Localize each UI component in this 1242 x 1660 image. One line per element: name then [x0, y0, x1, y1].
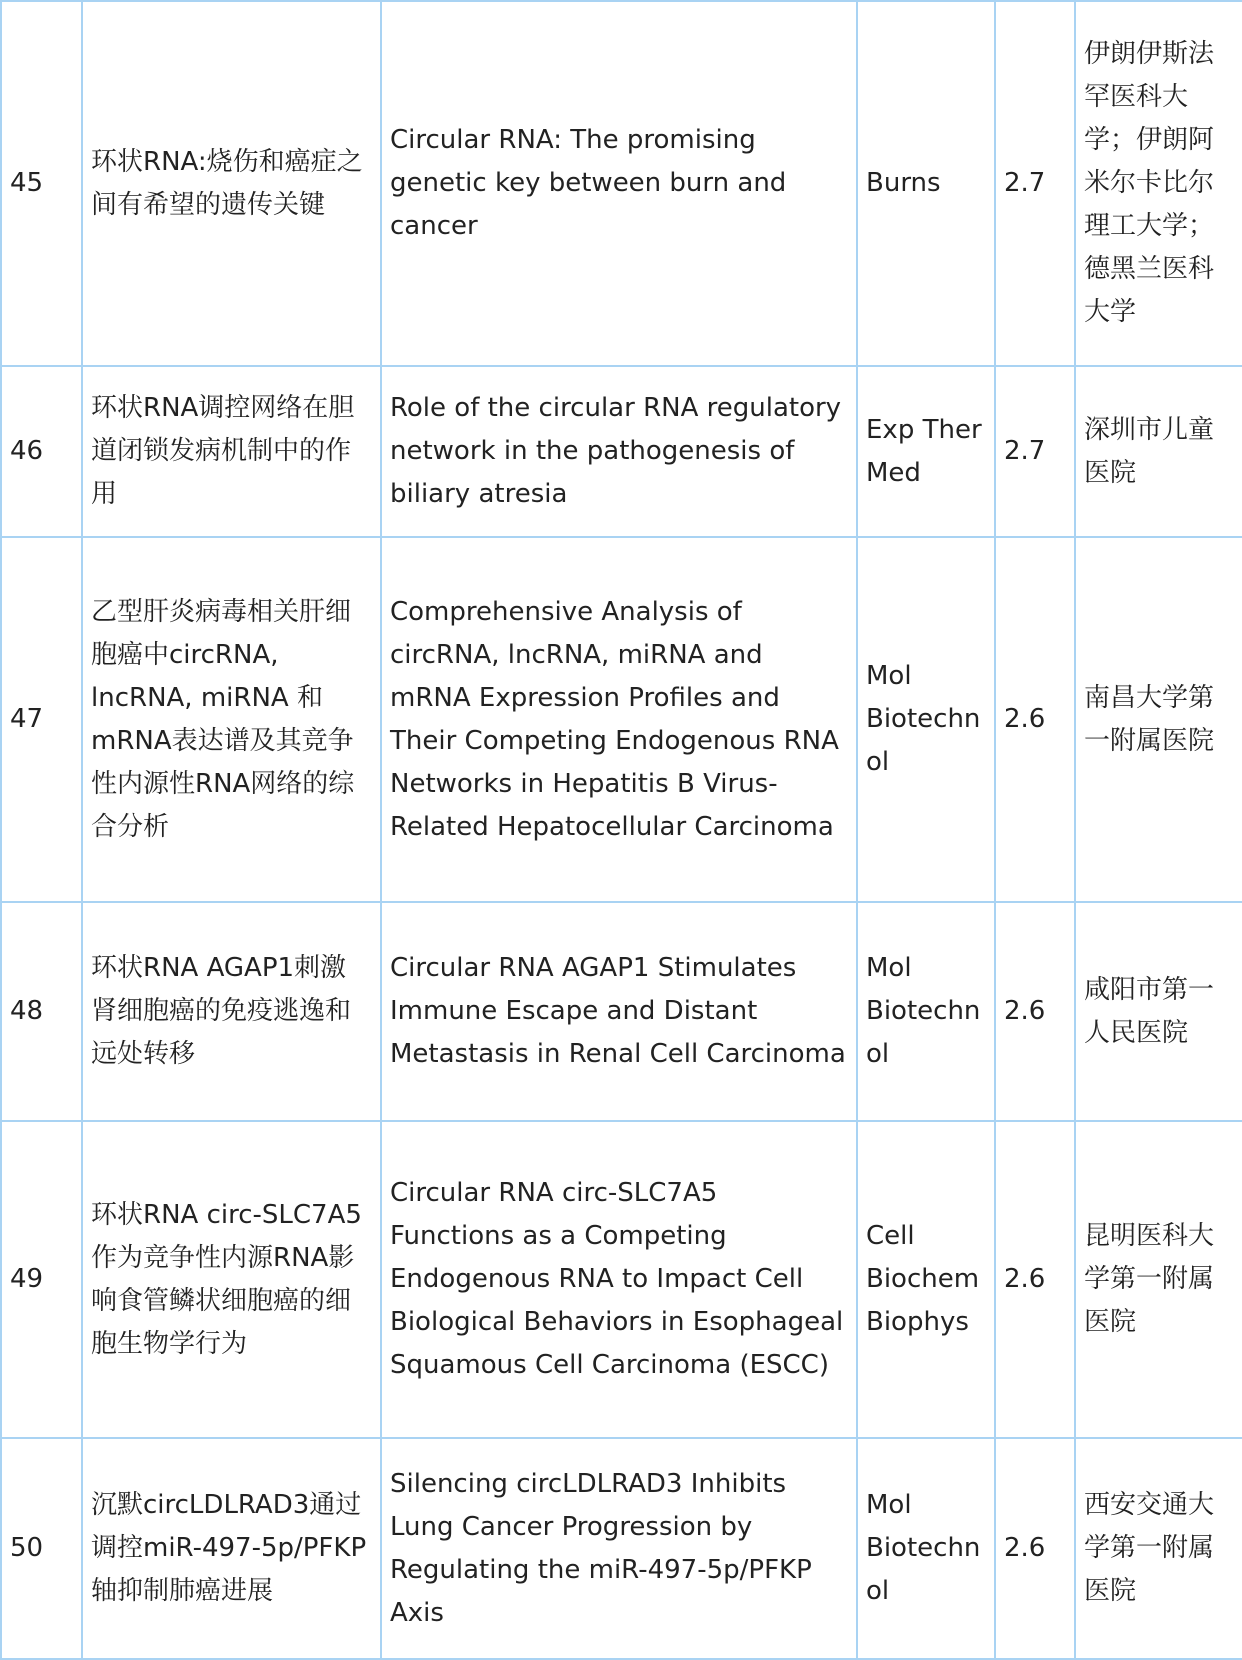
institution: 深圳市儿童医院 — [1075, 366, 1242, 537]
row-number: 48 — [1, 902, 82, 1121]
table-row — [1, 366, 1242, 537]
row-number: 46 — [1, 366, 82, 537]
row-number: 47 — [1, 537, 82, 902]
title-english: Comprehensive Analysis of circRNA, lncRNA, miRNA and mRNA Expression Profiles and Their Competing Endogenous RNA Networks in Hepatitis B Virus-Related Hepatocellular Carcinoma — [381, 537, 857, 902]
journal-name: Burns — [857, 1, 995, 366]
title-chinese: 环状RNA AGAP1刺激肾细胞癌的免疫逃逸和远处转移 — [82, 902, 381, 1121]
row-number: 45 — [1, 1, 82, 366]
journal-name: Mol Biotechnol — [857, 902, 995, 1121]
impact-factor: 2.6 — [995, 1121, 1075, 1438]
journal-name: Cell Biochem Biophys — [857, 1121, 995, 1438]
institution: 伊朗伊斯法罕医科大学；伊朗阿米尔卡比尔理工大学；德黑兰医科大学 — [1075, 1, 1242, 366]
table-row — [1, 1121, 1242, 1438]
title-chinese: 乙型肝炎病毒相关肝细胞癌中circRNA, lncRNA, miRNA 和mRNA表达谱及其竞争性内源性RNA网络的综合分析 — [82, 537, 381, 902]
table-row — [1, 1438, 1242, 1659]
title-chinese: 环状RNA circ-SLC7A5作为竞争性内源RNA影响食管鳞状细胞癌的细胞生物学行为 — [82, 1121, 381, 1438]
title-english: Silencing circLDLRAD3 Inhibits Lung Cancer Progression by Regulating the miR-497-5p/PFKP Axis — [381, 1438, 857, 1659]
institution: 南昌大学第一附属医院 — [1075, 537, 1242, 902]
impact-factor: 2.6 — [995, 1438, 1075, 1659]
table-row — [1, 1, 1242, 366]
table-row — [1, 902, 1242, 1121]
row-number: 49 — [1, 1121, 82, 1438]
title-english: Circular RNA circ-SLC7A5 Functions as a Competing Endogenous RNA to Impact Cell Biological Behaviors in Esophageal Squamous Cell Carcinoma (ESCC) — [381, 1121, 857, 1438]
institution: 咸阳市第一人民医院 — [1075, 902, 1242, 1121]
row-number: 50 — [1, 1438, 82, 1659]
title-english: Circular RNA AGAP1 Stimulates Immune Escape and Distant Metastasis in Renal Cell Carcinoma — [381, 902, 857, 1121]
title-chinese: 环状RNA调控网络在胆道闭锁发病机制中的作用 — [82, 366, 381, 537]
impact-factor: 2.6 — [995, 537, 1075, 902]
title-english: Role of the circular RNA regulatory network in the pathogenesis of biliary atresia — [381, 366, 857, 537]
title-chinese: 环状RNA:烧伤和癌症之间有希望的遗传关键 — [82, 1, 381, 366]
journal-name: Mol Biotechnol — [857, 1438, 995, 1659]
impact-factor: 2.6 — [995, 902, 1075, 1121]
impact-factor: 2.7 — [995, 366, 1075, 537]
impact-factor: 2.7 — [995, 1, 1075, 366]
title-english: Circular RNA: The promising genetic key between burn and cancer — [381, 1, 857, 366]
institution: 昆明医科大学第一附属医院 — [1075, 1121, 1242, 1438]
journal-name: Exp Ther Med — [857, 366, 995, 537]
institution: 西安交通大学第一附属医院 — [1075, 1438, 1242, 1659]
table-row — [1, 537, 1242, 902]
title-chinese: 沉默circLDLRAD3通过调控miR-497-5p/PFKP轴抑制肺癌进展 — [82, 1438, 381, 1659]
journal-name: Mol Biotechnol — [857, 537, 995, 902]
